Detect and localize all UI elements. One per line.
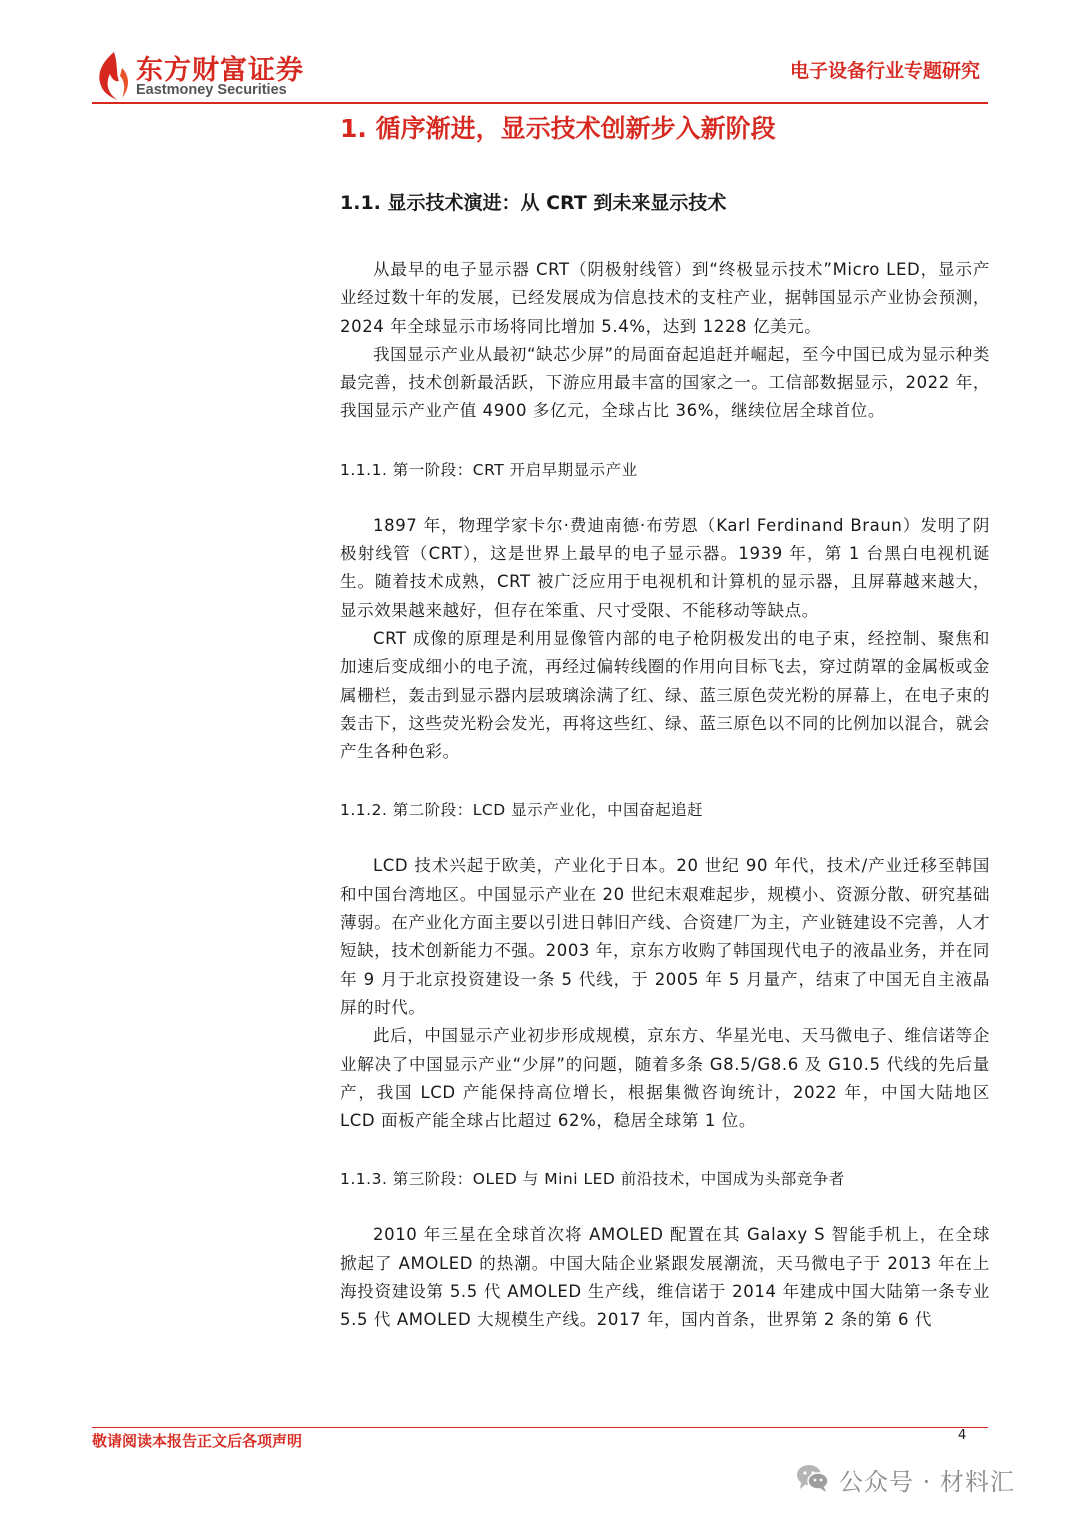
paragraph: CRT 成像的原理是利用显像管内部的电子枪阴极发出的电子束，经控制、聚焦和加速后变成细小的电子流，再经过偏转线圈的作用向目标飞去，穿过荫罩的金属板或金属栅栏，轰击到显示器内层玻璃涂满了红、绿、蓝三原色荧光粉的屏幕上，在电子束的轰击下，这些荧光粉会发光，再将这些红、绿、蓝三原色以不同的比例加以混合，就会产生各种色彩。 [340,628,990,762]
subsection-heading: 1.1. 显示技术演进：从 CRT 到未来显示技术 [340,192,727,214]
paragraph: 我国显示产业从最初“缺芯少屏”的局面奋起追赶并崛起，至今中国已成为显示种类最完善，技术创新最活跃，下游应用最丰富的国家之一。工信部数据显示，2022 年，我国显示产业产值 4900 多亿元，全球占比 36%，继续位居全球首位。 [340,344,990,421]
wechat-watermark [795,1460,1055,1500]
logo-english-name: Eastmoney Securities [136,82,287,98]
report-category-title: 电子设备行业专题研究 [789,60,980,82]
page-header [0,0,1080,110]
paragraph: 从最早的电子显示器 CRT（阴极射线管）到“终极显示技术”Micro LED，显示产业经过数十年的发展，已经发展成为信息技术的支柱产业，据韩国显示产业协会预测，2024 年全球显示市场将同比增加 5.4%，达到 1228 亿美元。 [340,260,990,336]
logo-chinese-name: 东方财富证券 [136,55,304,86]
watermark-text: 公众号 · 材料汇 [839,1468,1015,1496]
report-body [340,112,990,1335]
footer-divider [92,1427,988,1428]
header-divider [92,102,988,104]
paragraph: 2010 年三星在全球首次将 AMOLED 配置在其 Galaxy S 智能手机上，在全球掀起了 AMOLED 的热潮。中国大陆企业紧跟发展潮流，天马微电子于 2013 年在上海投资建设第 5.5 代 AMOLED 生产线，维信诺于 2014 年建成中国大陆第一条专业 5.5 代 AMOLED 大规模生产线。2017 年，国内首条，世界第 2 条的第 6 代 [340,1225,990,1330]
stage-three-heading: 1.1.3. 第三阶段：OLED 与 Mini LED 前沿技术，中国成为头部竞争者 [340,1170,845,1189]
wechat-icon [795,1462,831,1494]
page-number: 4 [958,1428,967,1443]
flame-logo-icon [92,50,132,102]
paragraph: 此后，中国显示产业初步形成规模，京东方、华星光电、天马微电子、维信诺等企业解决了中国显示产业“少屏”的问题，随着多条 G8.5/G8.6 及 G10.5 代线的先后量产，我国 LCD 产能保持高位增长，根据集微咨询统计，2022 年，中国大陆地区 LCD 面板产能全球占比超过 62%，稳居全球第 1 位。 [340,1026,990,1131]
disclaimer-notice: 敬请阅读本报告正文后各项声明 [92,1432,303,1450]
company-logo [92,46,332,106]
paragraph: LCD 技术兴起于欧美，产业化于日本。20 世纪 90 年代，技术/产业迁移至韩国和中国台湾地区。中国显示产业在 20 世纪末艰难起步，规模小、资源分散、研究基础薄弱。在产业化方面主要以引进日韩旧产线、合资建厂为主，产业链建设不完善，人才短缺，技术创新能力不强。2003 年，京东方收购了韩国现代电子的液晶业务，并在同年 9 月于北京投资建设一条 5 代线，于 2005 年 5 月量产，结束了中国无自主液晶屏的时代。 [340,856,990,1017]
paragraph: 1897 年，物理学家卡尔·费迪南德·布劳恩（Karl Ferdinand Braun）发明了阴极射线管（CRT），这是世界上最早的电子显示器。1939 年，第 1 台黑白电视机诞生。随着技术成熟，CRT 被广泛应用于电视机和计算机的显示器，且屏幕越来越大，显示效果越来越好，但存在笨重、尺寸受限、不能移动等缺点。 [340,515,990,620]
stage-one-heading: 1.1.1. 第一阶段：CRT 开启早期显示产业 [340,460,638,479]
stage-two-heading: 1.1.2. 第二阶段：LCD 显示产业化，中国奋起追赶 [340,801,704,820]
section-heading: 1. 循序渐进，显示技术创新步入新阶段 [340,114,776,143]
